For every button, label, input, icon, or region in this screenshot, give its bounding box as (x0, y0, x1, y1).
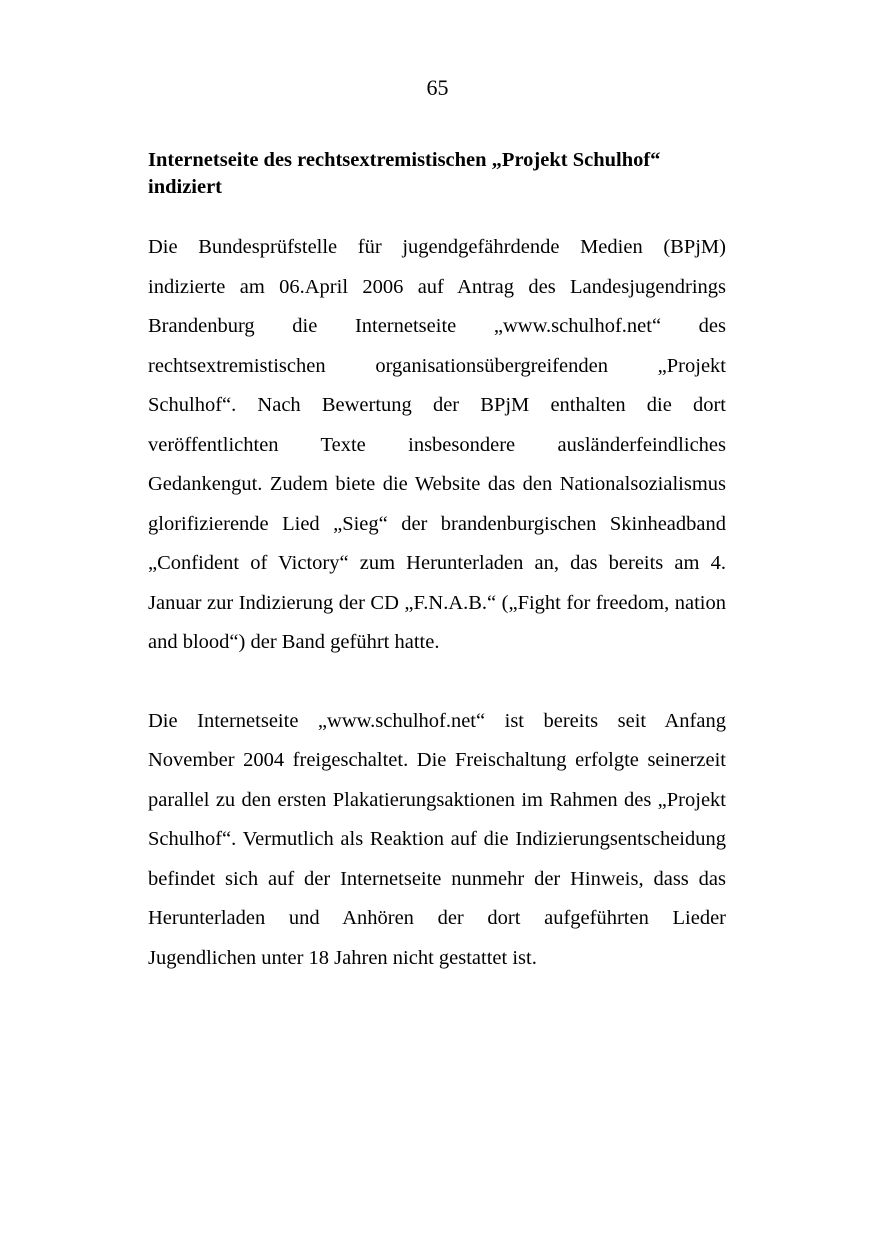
document-body (148, 147, 726, 978)
section-title: Internetseite des rechtsextremistischen „Projekt Schulhof“ indiziert (148, 149, 661, 198)
paragraph-website-background: Die Internetseite „www.schulhof.net“ ist bereits seit Anfang November 2004 freigeschaltet. Die Freischaltung erfolgte seinerzeit parallel zu den ersten Plakatierungsaktionen im Rahmen des „Projekt Schulhof“. Vermutlich als Reaktion auf die Indizierungsentscheidung befindet sich auf der Internetseite nunmehr der Hinweis, dass das Herunterladen und Anhören der dort aufgeführten Lieder Jugendlichen unter 18 Jahren nicht gestattet ist. (148, 709, 726, 969)
page-number: 65 (426, 75, 449, 100)
paragraph-indexing-decision: Die Bundesprüfstelle für jugendgefährdende Medien (BPjM) indizierte am 06.April 2006 auf Antrag des Landesjugendrings Brandenburg die Internetseite „www.schulhof.net“ des rechtsextremistischen organisationsübergreifenden „Projekt Schulhof“. Nach Bewertung der BPjM enthalten die dort veröffentlichten Texte insbesondere ausländerfeindliches Gedankengut. Zudem biete die Website das den Nationalsozialismus glorifizierende Lied „Sieg“ der brandenburgischen Skinheadband „Confident of Victory“ zum Herunterladen an, das bereits am 4. Januar zur Indizierung der CD „F.N.A.B.“ („Fight for freedom, nation and blood“) der Band geführt hatte. (148, 236, 726, 653)
